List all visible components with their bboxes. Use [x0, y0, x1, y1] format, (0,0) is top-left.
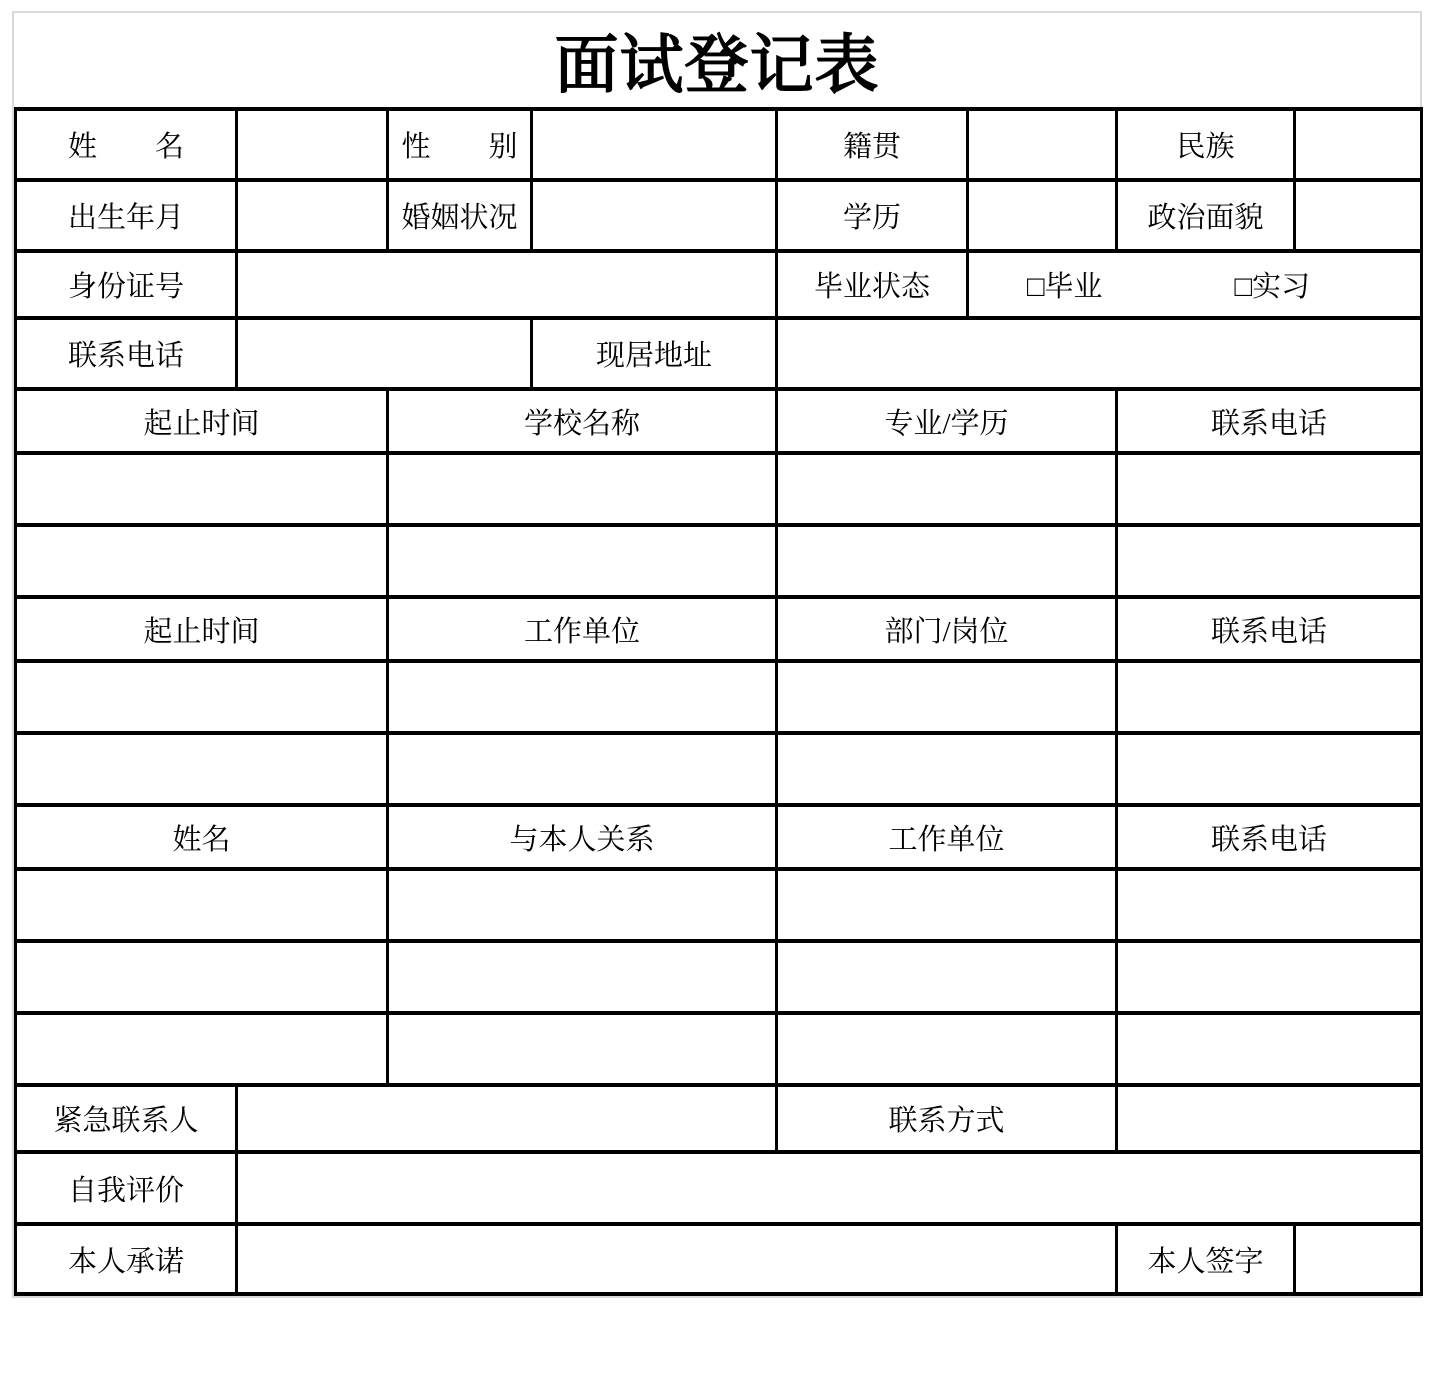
family-relationship-input-cell[interactable]: [388, 1013, 777, 1085]
graduation-options-group: [969, 264, 1420, 305]
signature-label: 本人签字: [1117, 1224, 1295, 1294]
emergency-contact-label: 紧急联系人: [16, 1085, 237, 1152]
edu-phone-input-cell[interactable]: [1117, 453, 1422, 525]
edu-period-input-cell[interactable]: [16, 525, 388, 597]
basic-info-row-3: [16, 251, 1422, 318]
education-blank-row-2: [16, 525, 1422, 597]
work-phone-input-cell[interactable]: [1117, 661, 1422, 733]
marital-status-label: 婚姻状况: [388, 180, 532, 251]
edu-header-phone: 联系电话: [1117, 389, 1422, 453]
phone-label: 联系电话: [16, 318, 237, 389]
family-blank-row-2: [16, 941, 1422, 1013]
gender-label: 性 别: [388, 109, 532, 180]
phone-input-cell[interactable]: [237, 318, 532, 389]
gender-input-cell[interactable]: [532, 109, 777, 180]
family-header-relationship: 与本人关系: [388, 805, 777, 869]
education-blank-row-1: [16, 453, 1422, 525]
family-header-phone: 联系电话: [1117, 805, 1422, 869]
name-label: 姓 名: [16, 109, 237, 180]
family-header-name: 姓名: [16, 805, 388, 869]
work-company-input-cell[interactable]: [388, 661, 777, 733]
internship-checkbox-option[interactable]: □实习: [1234, 271, 1311, 303]
page-title: 面试登记表: [554, 30, 880, 101]
education-header-row: [16, 389, 1422, 453]
family-header-company: 工作单位: [777, 805, 1117, 869]
edu-header-period: 起止时间: [16, 389, 388, 453]
family-phone-input-cell[interactable]: [1117, 869, 1422, 941]
work-header-company: 工作单位: [388, 597, 777, 661]
graduation-status-label: 毕业状态: [777, 251, 968, 318]
marital-status-input-cell[interactable]: [532, 180, 777, 251]
contact-method-input-cell[interactable]: [1117, 1085, 1422, 1152]
self-evaluation-label: 自我评价: [16, 1152, 237, 1224]
family-phone-input-cell[interactable]: [1117, 941, 1422, 1013]
signature-input-cell[interactable]: [1295, 1224, 1422, 1294]
self-evaluation-row: [16, 1152, 1422, 1224]
form-page: [12, 11, 1422, 1298]
family-header-row: [16, 805, 1422, 869]
family-company-input-cell[interactable]: [777, 869, 1117, 941]
edu-header-major: 专业/学历: [777, 389, 1117, 453]
work-phone-input-cell[interactable]: [1117, 733, 1422, 805]
basic-info-row-4: [16, 318, 1422, 389]
family-blank-row-1: [16, 869, 1422, 941]
family-name-input-cell[interactable]: [16, 869, 388, 941]
work-blank-row-1: [16, 661, 1422, 733]
education-label: 学历: [777, 180, 968, 251]
political-status-label: 政治面貌: [1117, 180, 1295, 251]
graduation-options-cell: [968, 251, 1422, 318]
edu-period-input-cell[interactable]: [16, 453, 388, 525]
commitment-row: [16, 1224, 1422, 1294]
native-place-input-cell[interactable]: [968, 109, 1117, 180]
id-number-label: 身份证号: [16, 251, 237, 318]
work-company-input-cell[interactable]: [388, 733, 777, 805]
family-phone-input-cell[interactable]: [1117, 1013, 1422, 1085]
family-relationship-input-cell[interactable]: [388, 941, 777, 1013]
self-evaluation-input-cell[interactable]: [237, 1152, 1422, 1224]
work-header-period: 起止时间: [16, 597, 388, 661]
ethnicity-label: 民族: [1117, 109, 1295, 180]
family-name-input-cell[interactable]: [16, 1013, 388, 1085]
family-name-input-cell[interactable]: [16, 941, 388, 1013]
id-number-input-cell[interactable]: [237, 251, 777, 318]
work-department-input-cell[interactable]: [777, 661, 1117, 733]
emergency-contact-input-cell[interactable]: [237, 1085, 777, 1152]
edu-phone-input-cell[interactable]: [1117, 525, 1422, 597]
work-period-input-cell[interactable]: [16, 733, 388, 805]
birth-date-label: 出生年月: [16, 180, 237, 251]
edu-school-input-cell[interactable]: [388, 525, 777, 597]
native-place-label: 籍贯: [777, 109, 968, 180]
work-header-department: 部门/岗位: [777, 597, 1117, 661]
commitment-input-cell[interactable]: [237, 1224, 1117, 1294]
work-header-row: [16, 597, 1422, 661]
name-input-cell[interactable]: [237, 109, 388, 180]
edu-major-input-cell[interactable]: [777, 525, 1117, 597]
edu-major-input-cell[interactable]: [777, 453, 1117, 525]
family-company-input-cell[interactable]: [777, 1013, 1117, 1085]
emergency-contact-row: [16, 1085, 1422, 1152]
education-input-cell[interactable]: [968, 180, 1117, 251]
work-blank-row-2: [16, 733, 1422, 805]
work-header-phone: 联系电话: [1117, 597, 1422, 661]
address-label: 现居地址: [532, 318, 777, 389]
commitment-label: 本人承诺: [16, 1224, 237, 1294]
political-status-input-cell[interactable]: [1295, 180, 1422, 251]
edu-header-school: 学校名称: [388, 389, 777, 453]
work-department-input-cell[interactable]: [777, 733, 1117, 805]
family-company-input-cell[interactable]: [777, 941, 1117, 1013]
edu-school-input-cell[interactable]: [388, 453, 777, 525]
contact-method-label: 联系方式: [777, 1085, 1117, 1152]
birth-date-input-cell[interactable]: [237, 180, 388, 251]
basic-info-row-1: [16, 109, 1422, 180]
address-input-cell[interactable]: [777, 318, 1422, 389]
interview-form-table: [14, 107, 1423, 1296]
ethnicity-input-cell[interactable]: [1295, 109, 1422, 180]
family-blank-row-3: [16, 1013, 1422, 1085]
graduated-checkbox-option[interactable]: □毕业: [1027, 271, 1103, 303]
basic-info-row-2: [16, 180, 1422, 251]
work-period-input-cell[interactable]: [16, 661, 388, 733]
family-relationship-input-cell[interactable]: [388, 869, 777, 941]
